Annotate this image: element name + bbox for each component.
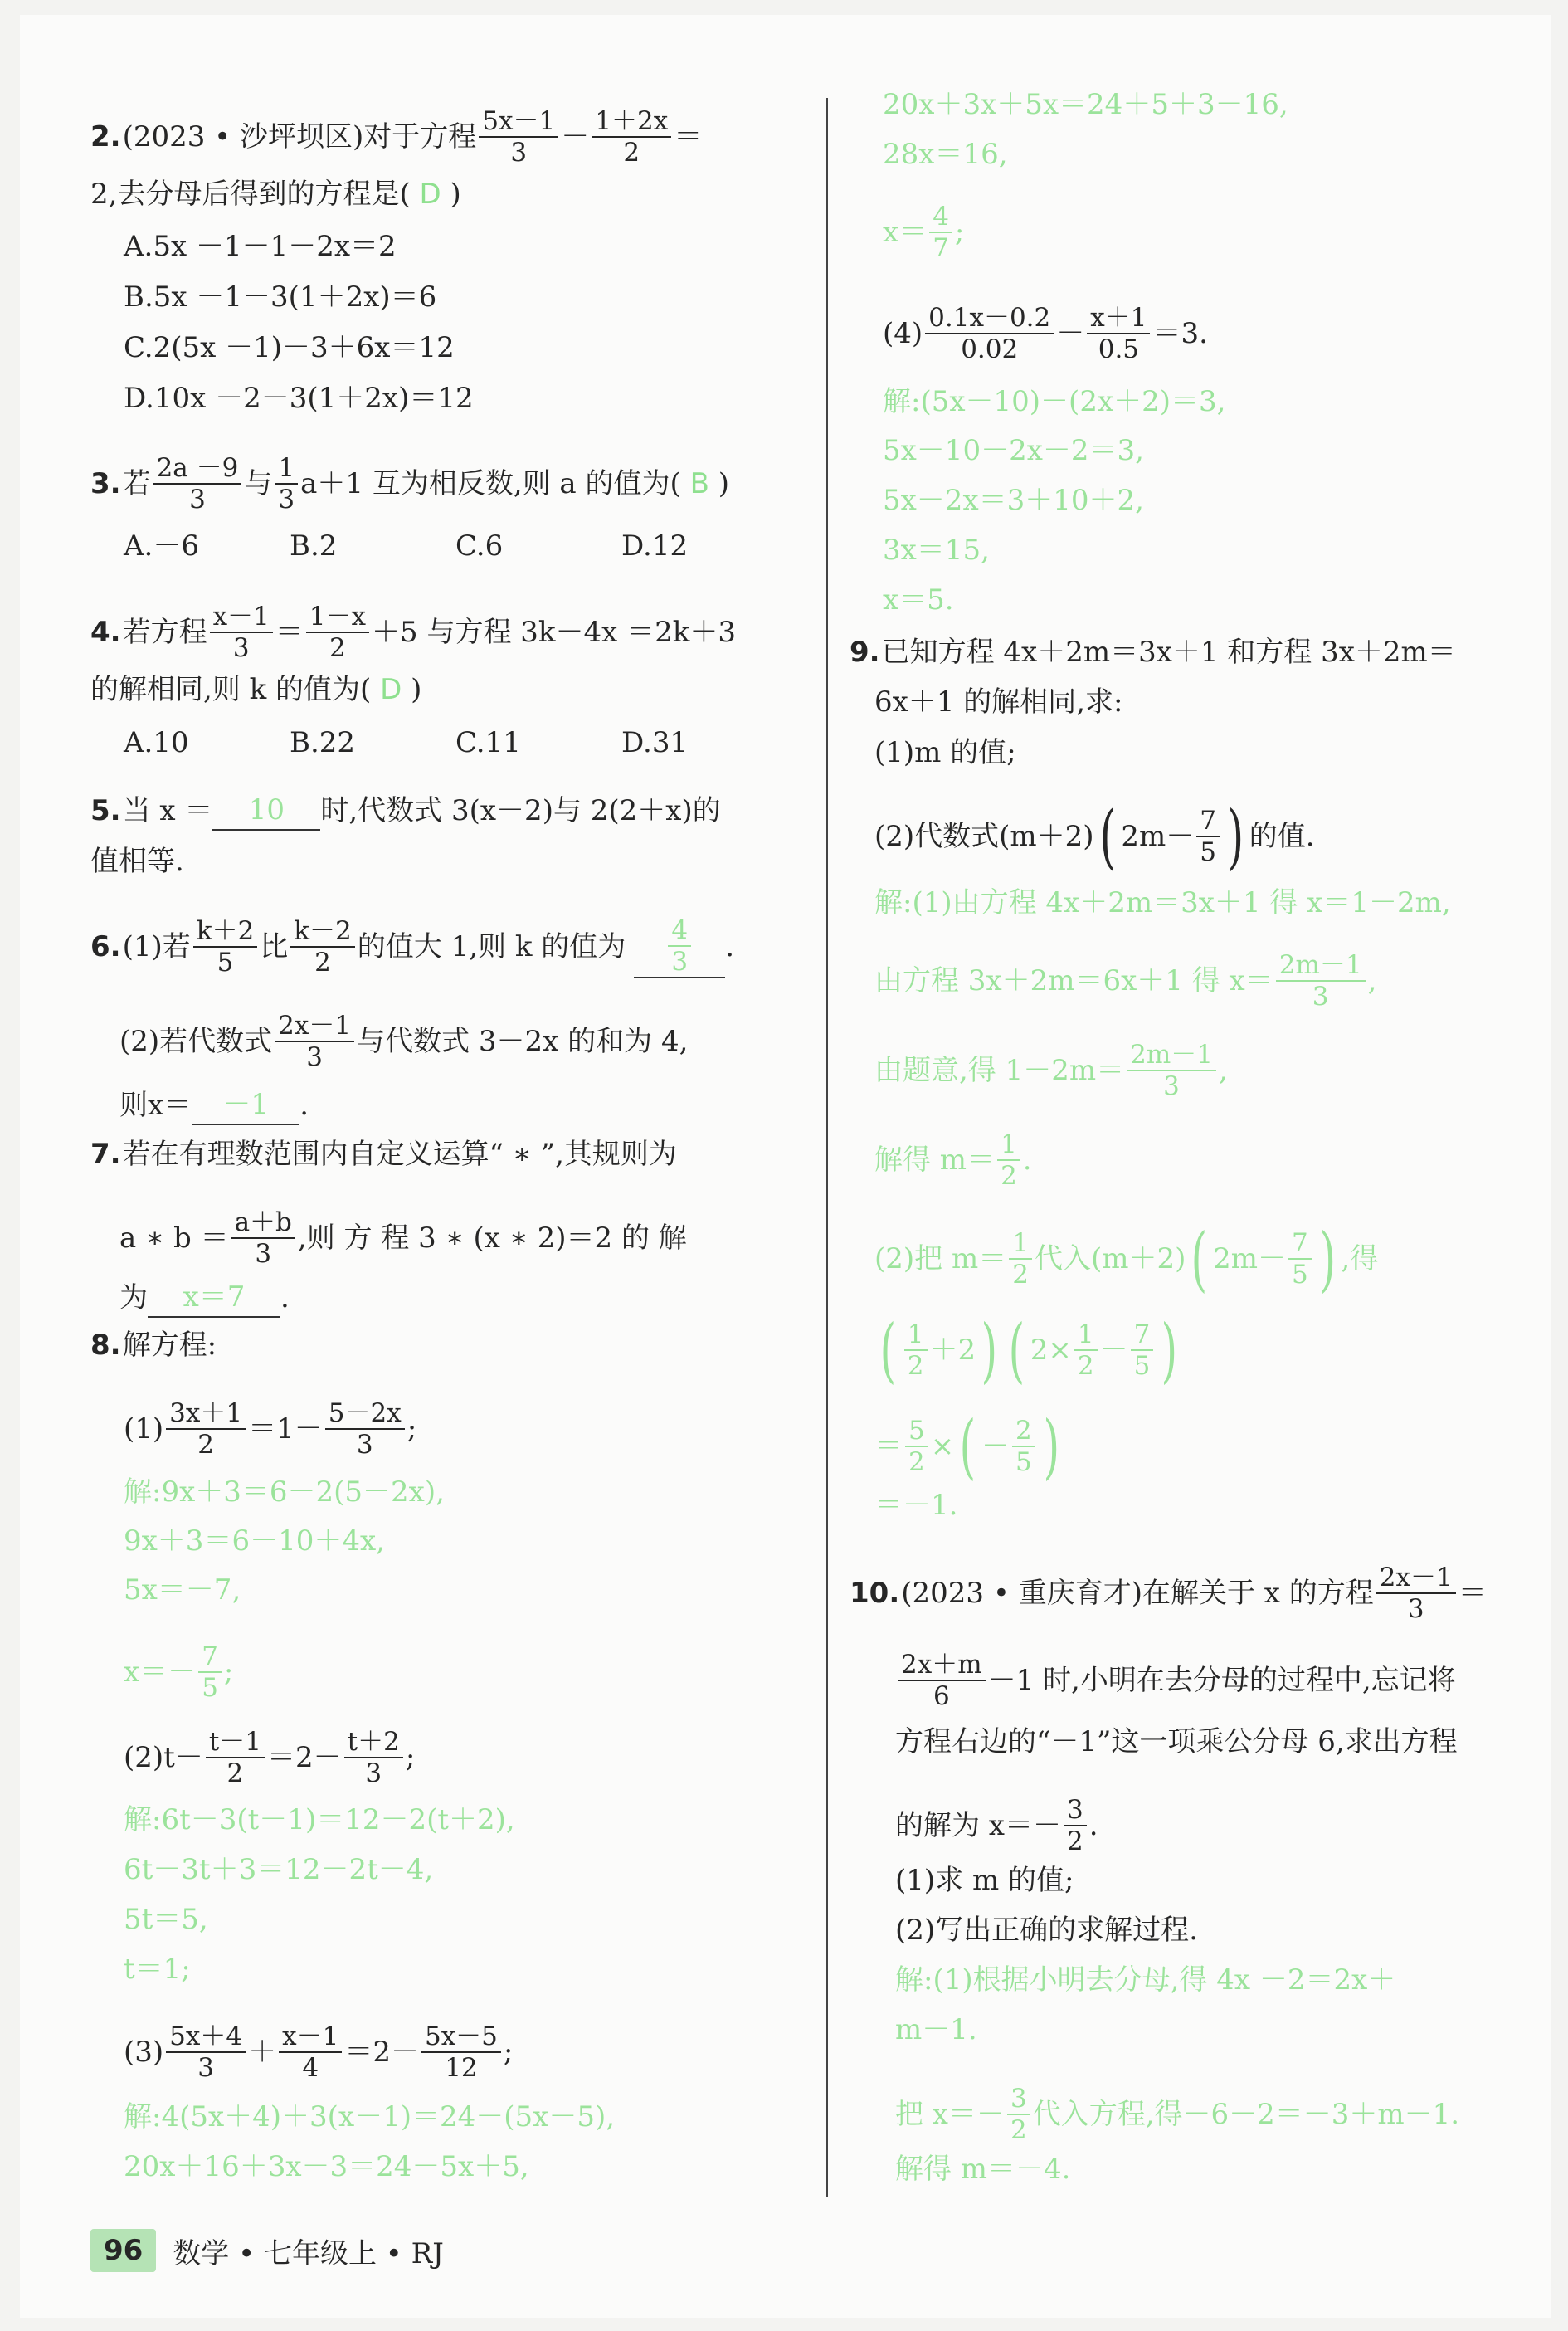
solution-line: 解:4(5x＋4)＋3(x－1)＝24－(5x－5), xyxy=(124,2100,616,2133)
answer-blank: 10 xyxy=(212,791,320,831)
fraction: t－1 2 xyxy=(206,1727,265,1788)
answer: D xyxy=(380,673,402,706)
solution-line: 5x－2x＝3＋10＋2, xyxy=(883,484,1144,517)
option-a: A.－6 xyxy=(124,529,199,563)
solution-line: 28x＝16, xyxy=(883,138,1008,171)
q8-sub1: (1) 3x＋1 2 ＝1－ 5－2x 3 ; xyxy=(124,1398,417,1460)
answer-blank: －1 xyxy=(192,1085,299,1125)
solution-line: 解:(5x－10)－(2x＋2)＝3, xyxy=(883,385,1226,418)
solution-line: 5x－10－2x－2＝3, xyxy=(883,434,1144,467)
question-number: 2. xyxy=(90,120,121,154)
q2-stem-line2: 2,去分母后得到的方程是( D ) xyxy=(90,175,461,213)
q3-options xyxy=(124,527,754,565)
question-number: 3. xyxy=(90,467,121,500)
q10-stem-line2: 2x＋m 6 －1 时,小明在去分母的过程中,忘记将 xyxy=(895,1650,1456,1711)
answer: D xyxy=(419,178,441,211)
q9-part2: (2)代数式(m＋2) ( 2m－ 7 5 ) 的值. xyxy=(874,796,1315,877)
q5-stem-line2: 值相等. xyxy=(90,845,184,878)
solution-line: x＝5. xyxy=(883,583,954,617)
fraction: 1－x 2 xyxy=(306,602,369,663)
column-divider xyxy=(826,98,828,2197)
solution-line: 3x＝15, xyxy=(883,534,990,567)
fraction: 1＋2x 2 xyxy=(592,106,671,168)
solution-line: 9x＋3＝6－10＋4x, xyxy=(124,1524,385,1558)
q9-part1: (1)m 的值; xyxy=(874,736,1016,769)
q2-text: (2023 • 沙坪坝区)对于方程 xyxy=(122,120,477,154)
q8-sub4: (4) 0.1x－0.2 0.02 － x＋1 0.5 ＝3. xyxy=(883,303,1208,364)
solution-line: 解:6t－3(t－1)＝12－2(t＋2), xyxy=(124,1803,515,1836)
page-number: 96 xyxy=(90,2229,156,2272)
fraction: x－1 4 xyxy=(279,2021,342,2083)
question-number: 8. xyxy=(90,1329,121,1362)
option-b: B.22 xyxy=(290,726,356,759)
fraction: 0.1x－0.2 0.02 xyxy=(925,303,1054,364)
option-c: C.11 xyxy=(455,726,521,759)
q6-part2-line2: 则x＝ －1 . xyxy=(119,1085,309,1125)
solution-line: x＝－ 7 5 ; xyxy=(124,1641,234,1703)
solution-line: x＝ 4 7 ; xyxy=(883,202,965,263)
q7-stem-line2: a ∗ b ＝ a＋b 3 ,则 方 程 3 ∗ (x ∗ 2)＝2 的 解 xyxy=(119,1207,687,1269)
solution-line: ＝－1. xyxy=(874,1489,958,1522)
question-number: 10. xyxy=(850,1577,900,1610)
fraction: a＋b 3 xyxy=(231,1207,295,1269)
solution-line: 解:(1)由方程 4x＋2m＝3x＋1 得 x＝1－2m, xyxy=(874,886,1451,919)
q9-stem: 9. 已知方程 4x＋2m＝3x＋1 和方程 3x＋2m＝ xyxy=(850,633,1456,671)
question-number: 4. xyxy=(90,616,121,649)
option-b: B.5x －1－3(1＋2x)＝6 xyxy=(124,280,437,314)
q7-stem-line3: 为 x＝7 . xyxy=(119,1278,290,1318)
q10-stem-line4: 的解为 x＝－ 3 2 . xyxy=(895,1795,1098,1856)
q6-part2: (2)若代数式 2x－1 3 与代数式 3－2x 的和为 4, xyxy=(119,1011,689,1072)
book-title: 数学 • 七年级上 • RJ xyxy=(173,2236,444,2270)
solution-line: t＝1; xyxy=(124,1953,191,1986)
question-number: 7. xyxy=(90,1138,121,1171)
solution-line: 把 x＝－ 3 2 代入方程,得－6－2＝－3＋m－1. xyxy=(895,2084,1460,2145)
fraction: k＋2 5 xyxy=(193,916,258,978)
fraction: 2a －9 3 xyxy=(153,453,242,514)
option-a: A.5x －1－1－2x＝2 xyxy=(124,230,397,263)
page xyxy=(20,15,1551,2318)
q3-stem: 3. 若 2a －9 3 与 1 3 a＋1 互为相反数,则 a 的值为( B ) xyxy=(90,453,729,514)
q10-stem: 10. (2023 • 重庆育才)在解关于 x 的方程 2x－1 3 ＝ xyxy=(850,1563,1487,1624)
q6-part1: 6. (1)若 k＋2 5 比 k－2 2 的值大 1,则 k 的值为 $\frac{4}{3}$ . xyxy=(90,915,735,978)
fraction: 3x＋1 2 xyxy=(166,1398,246,1460)
solution-line: ( 1 2 ＋2 ) ( 2× $\frac{1}{2}$ － 7 5 ) xyxy=(879,1309,1178,1391)
q10-stem-line3: 方程右边的“－1”这一项乘公分母 6,求出方程 xyxy=(895,1725,1458,1758)
fraction: 1 3 xyxy=(275,453,298,514)
fraction: 2x－1 3 xyxy=(1376,1563,1456,1624)
solution-line: 解:(1)根据小明去分母,得 4x －2＝2x＋ xyxy=(895,1963,1396,1997)
option-c: C.6 xyxy=(455,529,504,563)
solution-line: 5x＝－7, xyxy=(124,1573,241,1607)
fraction: 2x－1 3 xyxy=(275,1011,354,1072)
q5-stem: 5. 当 x ＝ 10 时,代数式 3(x－2)与 2(2＋x)的 xyxy=(90,791,721,831)
answer: B xyxy=(689,467,709,500)
option-c: C.2(5x －1)－3＋6x＝12 xyxy=(124,331,455,364)
q4-stem-line2: 的解相同,则 k 的值为( D ) xyxy=(90,671,421,709)
option-d: D.12 xyxy=(621,529,689,563)
fraction: x＋1 0.5 xyxy=(1087,303,1150,364)
fraction: 5x＋4 3 xyxy=(166,2021,246,2083)
q4-options xyxy=(124,724,754,762)
solution-line: 6t－3t＋3＝12－2t－4, xyxy=(124,1853,434,1886)
solution-line: ＝ $\frac{5}{2}$ × ( － 2 5 ) xyxy=(874,1406,1059,1487)
fraction: 5－2x 3 xyxy=(325,1398,405,1460)
solution-line: (2)把 m＝ 1 2 代入(m＋2) ( 2m－ 7 5 ) ,得 xyxy=(874,1218,1379,1300)
q9-stem-line2: 6x＋1 的解相同,求: xyxy=(874,685,1123,719)
option-b: B.2 xyxy=(290,529,338,563)
solution-line: 20x＋16＋3x－3＝24－5x＋5, xyxy=(124,2150,529,2183)
question-number: 6. xyxy=(90,930,121,963)
option-d: D.10x －2－3(1＋2x)＝12 xyxy=(124,382,474,415)
solution-line: m－1. xyxy=(895,2013,977,2046)
q8-sub3: (3) 5x＋4 3 ＋ x－1 4 ＝2－ 5x－5 12 ; xyxy=(124,2021,514,2083)
solution-line: 由方程 3x＋2m＝6x＋1 得 x＝ 2m－1 3 , xyxy=(874,950,1377,1012)
fraction: 5x－1 3 xyxy=(479,106,558,168)
question-number: 9. xyxy=(850,636,880,669)
page-footer xyxy=(90,2229,444,2272)
q4-stem: 4. 若方程 x－1 3 ＝ 1－x 2 ＋5 与方程 3k－4x ＝2k＋3 xyxy=(90,602,736,663)
q10-part2: (2)写出正确的求解过程. xyxy=(895,1914,1198,1947)
solution-line: 解得 m＝ 1 2 . xyxy=(874,1129,1032,1191)
solution-line: 5t＝5, xyxy=(124,1903,208,1936)
fraction: x－1 3 xyxy=(210,602,273,663)
q2-stem: 2. (2023 • 沙坪坝区)对于方程 5x－1 3 － 1＋2x 2 ＝ xyxy=(90,106,703,168)
solution-line: 20x＋3x＋5x＝24＋5＋3－16, xyxy=(883,88,1288,121)
solution-line: 由题意,得 1－2m＝ 2m－1 3 , xyxy=(874,1040,1228,1101)
option-d: D.31 xyxy=(621,726,689,759)
question-number: 5. xyxy=(90,794,121,827)
q10-part1: (1)求 m 的值; xyxy=(895,1864,1074,1897)
q7-stem: 7. 若在有理数范围内自定义运算“ ∗ ”,其规则为 xyxy=(90,1135,677,1173)
option-a: A.10 xyxy=(124,726,189,759)
fraction: k－2 2 xyxy=(290,916,355,978)
solution-line: 解得 m＝－4. xyxy=(895,2153,1071,2186)
answer-blank: x＝7 xyxy=(148,1278,280,1318)
q8-sub2: (2)t－ t－1 2 ＝2－ t＋2 3 ; xyxy=(124,1727,416,1788)
fraction: 5x－5 12 xyxy=(421,2021,501,2083)
fraction: 2x＋m 6 xyxy=(898,1650,986,1711)
q8-stem: 8. 解方程: xyxy=(90,1326,217,1364)
answer-blank: $\frac{4}{3}$ xyxy=(634,915,725,978)
fraction: t＋2 3 xyxy=(344,1727,403,1788)
solution-line: 解:9x＋3＝6－2(5－2x), xyxy=(124,1475,445,1509)
